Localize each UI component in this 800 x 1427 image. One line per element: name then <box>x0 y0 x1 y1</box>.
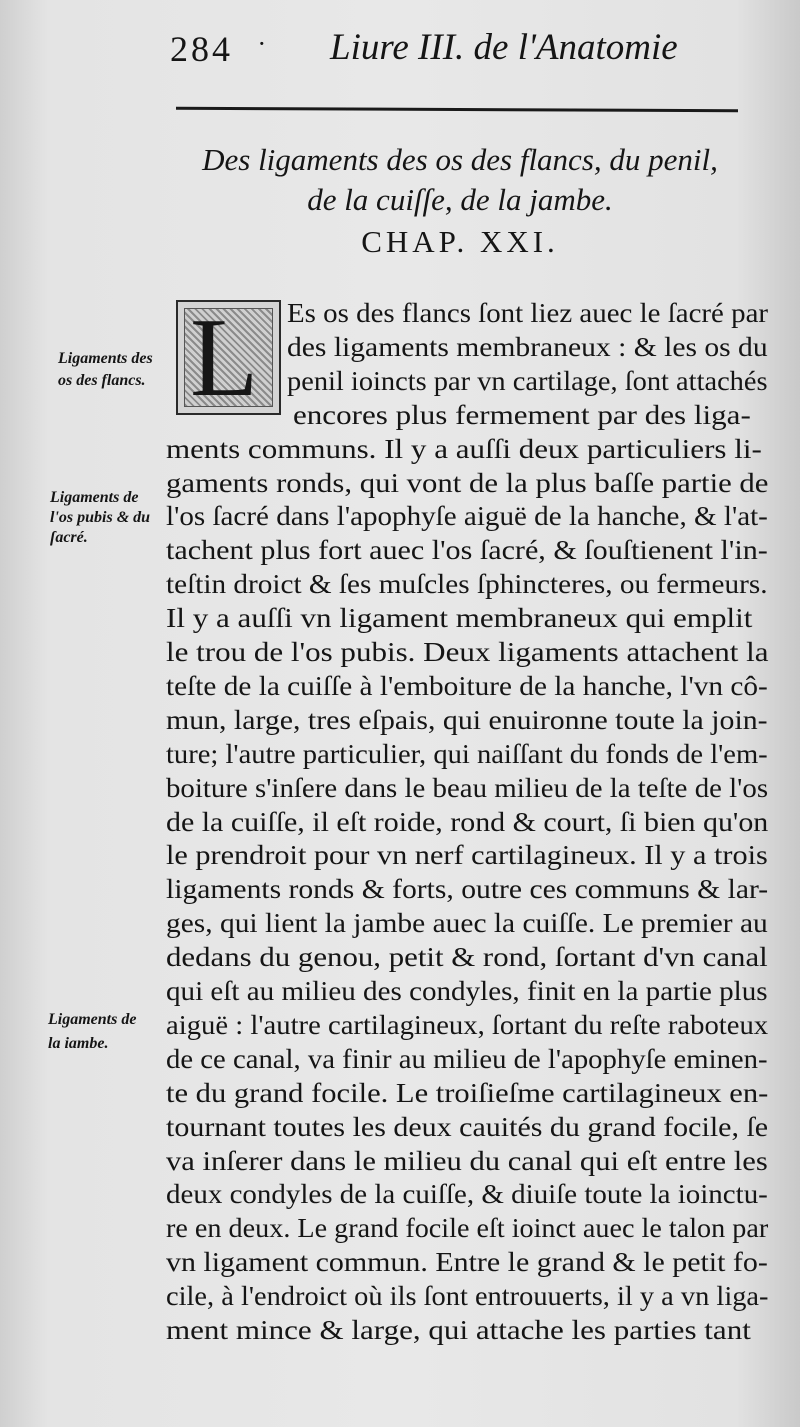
text-line: aiguë : l'autre cartilagineux, ſortant du reſte raboteux <box>166 1009 769 1040</box>
text-line: deux condyles de la cuiſſe, & diuiſe toute la ioinctu- <box>166 1179 768 1210</box>
text-line: de ce canal, va finir au milieu de l'apophyſe eminen- <box>166 1043 768 1074</box>
text-line: va inſerer dans le milieu du canal qui eſt entre les <box>166 1145 768 1176</box>
text-line: mun, large, tres eſpais, qui enuironne toute la join- <box>166 704 768 735</box>
chapter-title-line-2: de la cuiſſe, de la jambe. <box>307 182 613 217</box>
running-head-separator: · <box>258 30 266 58</box>
text-line: gaments ronds, qui vont de la plus baſſe partie de <box>166 467 769 498</box>
text-line: l'os ſacré dans l'apophyſe aiguë de la hanche, & l'at- <box>166 501 768 532</box>
decorated-initial-letter: L <box>190 296 259 420</box>
text-line: le trou de l'os pubis. Deux ligaments attachent la <box>166 637 769 667</box>
text-line: te du grand focile. Le troiſieſme cartilagineux en- <box>166 1077 769 1108</box>
text-line: teſtin droict & ſes muſcles ſphincteres, ou fermeurs. <box>166 569 768 600</box>
text-line: teſte de la cuiſſe à l'emboiture de la hanche, l'vn cô- <box>166 670 768 701</box>
decorated-initial <box>176 296 281 420</box>
text-line: ments communs. Il y a auſſi deux particuliers li- <box>166 433 762 464</box>
text-line: tournant toutes les deux cauités du grand focile, ſe <box>166 1111 769 1142</box>
marginal-note: Ligaments de la iambe. <box>48 1011 137 1052</box>
running-head-title: Liure III. de l'Anatomie <box>330 27 678 68</box>
text-line: boiture s'inſere dans le beau milieu de la teſte de l'os <box>166 772 769 803</box>
text-line: re en deux. Le grand focile eſt ioinct auec le talon par <box>166 1213 769 1244</box>
text-line: des ligaments membraneux : & les os du <box>287 331 768 362</box>
text-line: encores plus fermement par des liga- <box>293 399 751 430</box>
text-line: cile, à l'endroict où ils ſont entrouuerts, il y a vn liga- <box>166 1281 769 1312</box>
chapter-number: CHAP. XXI. <box>361 224 559 259</box>
text-line: dedans du genou, petit & rond, ſortant d'vn canal <box>166 942 768 973</box>
running-head <box>0 22 800 72</box>
text-line: le prendroit pour vn nerf cartilagineux. Il y a trois <box>166 840 768 871</box>
text-line: Il y a auſſi vn ligament membraneux qui emplit <box>166 603 753 634</box>
text-line: ges, qui lient la jambe auec la cuiſſe. Le premier au <box>166 908 768 939</box>
marginal-note: Ligaments de l'os pubis & du ſacré. <box>50 489 151 546</box>
text-line: ture; l'autre particulier, qui naiſſant du fonds de l'em- <box>166 738 768 769</box>
text-line: tachent plus fort auec l'os ſacré, & ſouſtienent l'in- <box>166 535 768 566</box>
header-rule <box>176 107 738 112</box>
chapter-title-line-1: Des ligaments des os des flancs, du penil, <box>202 142 718 177</box>
text-line: ment mince & large, qui attache les parties tant <box>166 1315 751 1345</box>
page-number: 284 <box>170 29 233 69</box>
text-line: vn ligament commun. Entre le grand & le petit fo- <box>166 1247 768 1278</box>
text-line: Es os des flancs ſont liez auec le ſacré par <box>287 298 769 328</box>
text-line: de la cuiſſe, il eſt roide, rond & court, ſi bien qu'on <box>166 806 769 837</box>
text-line: ligaments ronds & forts, outre ces communs & lar- <box>166 874 769 905</box>
chapter-heading <box>150 140 770 264</box>
marginal-note: Ligaments des os des flancs. <box>58 350 153 389</box>
text-line: qui eſt au milieu des condyles, finit en la partie plus <box>166 976 768 1006</box>
text-line: penil ioincts par vn cartilage, ſont attachés <box>287 365 768 396</box>
